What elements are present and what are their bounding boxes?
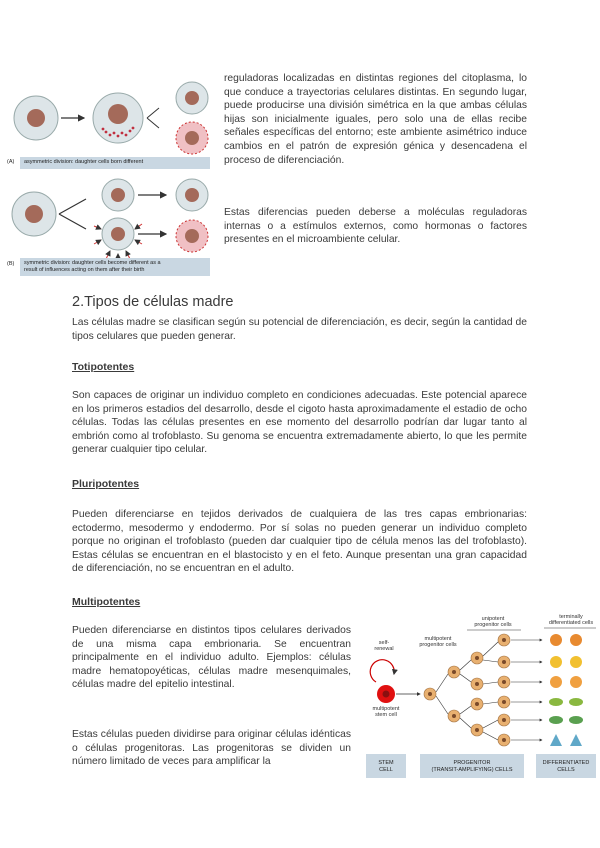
label-stem: multipotent xyxy=(372,706,400,712)
caption-a-text: asymmetric division: daughter cells born different xyxy=(24,159,144,165)
caption-b xyxy=(20,258,210,276)
cell-division-diagram xyxy=(6,74,212,280)
figure-stem-hierarchy xyxy=(364,612,598,782)
caption-b-line1: symmetric division: daughter cells become different as a xyxy=(24,260,161,266)
label-renewal: renewal xyxy=(374,646,394,652)
bar-progenitor-2: (TRANSIT-AMPLIFYING) CELLS xyxy=(431,767,513,773)
label-unipotent-2: progenitor cells xyxy=(474,622,512,628)
label-multipotent-2: progenitor cells xyxy=(419,642,457,648)
caption-b-label: (B) xyxy=(7,261,15,267)
caption-a-label: (A) xyxy=(7,159,15,165)
label-terminal-2: differentiated cells xyxy=(548,620,594,626)
label-terminal: terminally xyxy=(559,614,583,620)
label-stem-2: stem cell xyxy=(375,712,397,718)
heading-totipotentes: Totipotentes xyxy=(72,361,135,373)
heading-pluripotentes: Pluripotentes xyxy=(72,478,140,490)
heading-multipotentes: Multipotentes xyxy=(72,596,141,608)
bar-stem-2: CELL xyxy=(379,767,393,773)
intro-paragraph-1: reguladoras localizadas en distintas regiones del citoplasma, lo que conduce a trayectorias celulares distintas. En segundo lugar, puede producirse una división simétrica en la que ambas células hijas son inicialmente iguales, pero solo una de ellas recibe señales específicas del entorno; este ambiente asimétrico induce cambios en el patrón de expresión génica y desencadena el proceso de diferenciación. xyxy=(224,73,527,166)
multipotentes-text-2: Estas células pueden dividirse para originar células idénticas o células progenitoras. Las progenitoras se dividen un número limitado de veces para amplificar la xyxy=(72,729,351,768)
caption-a xyxy=(20,157,210,169)
totipotentes-text: Son capaces de originar un individuo completo en condiciones adecuadas. Este potencial aparece en los primeros estadios del desarrollo, desde el cigoto hasta aproximadamente el estadio de ocho células. Todas las células presentes en ese momento del desarrollo podrían dar lugar tanto al embrión como al trofoblasto. Su genoma se encuentra extremadamente abierto, lo que les permite generar cualquier tipo celular. xyxy=(72,390,527,456)
figure-cell-division xyxy=(6,74,212,280)
section-title: 2.Tipos de células madre xyxy=(72,294,234,310)
bar-differentiated: DIFFERENTIATED xyxy=(542,760,590,766)
label-multipotent: multipotent xyxy=(424,636,452,642)
bar-stem: STEM xyxy=(378,760,394,766)
bar-differentiated-2: CELLS xyxy=(557,767,575,773)
bar-progenitor: PROGENITOR xyxy=(453,760,491,766)
multipotentes-text-1: Pueden diferenciarse en distintos tipos celulares derivados de una misma capa embrionaria. Se encuentran principalmente en el individuo adulto. Ejemplos: células madre hematopoyéticas, células madre mesenquimales, células madre del epitelio intestinal. xyxy=(72,625,351,691)
label-unipotent: unipotent xyxy=(481,616,505,622)
section-intro: Las células madre se clasifican según su potencial de diferenciación, es decir, según la cantidad de tipos celulares que pueden generar. xyxy=(72,317,527,342)
pluripotentes-text: Pueden diferenciarse en tejidos derivados de cualquiera de las tres capas embrionarias: ectodermo, mesodermo y endodermo. Por sí solas no pueden generar un individuo completo porque no originan el trofoblasto (pueden dar cualquier tipo de célula menos las del trofoblasto). Estas células se encuentran en el blastocisto y en el feto. Aunque presentan una gran capacidad de diferenciación, no se encuentran en el adulto. xyxy=(72,509,527,575)
caption-b-line2: result of influences acting on them after their birth xyxy=(24,266,145,273)
stem-hierarchy-diagram xyxy=(364,612,598,782)
intro-paragraph-2: Estas diferencias pueden deberse a moléculas reguladoras internas o a estímulos externos, como hormonas o factores presentes en el microambiente celular. xyxy=(224,207,527,246)
label-self: self- xyxy=(378,640,390,646)
